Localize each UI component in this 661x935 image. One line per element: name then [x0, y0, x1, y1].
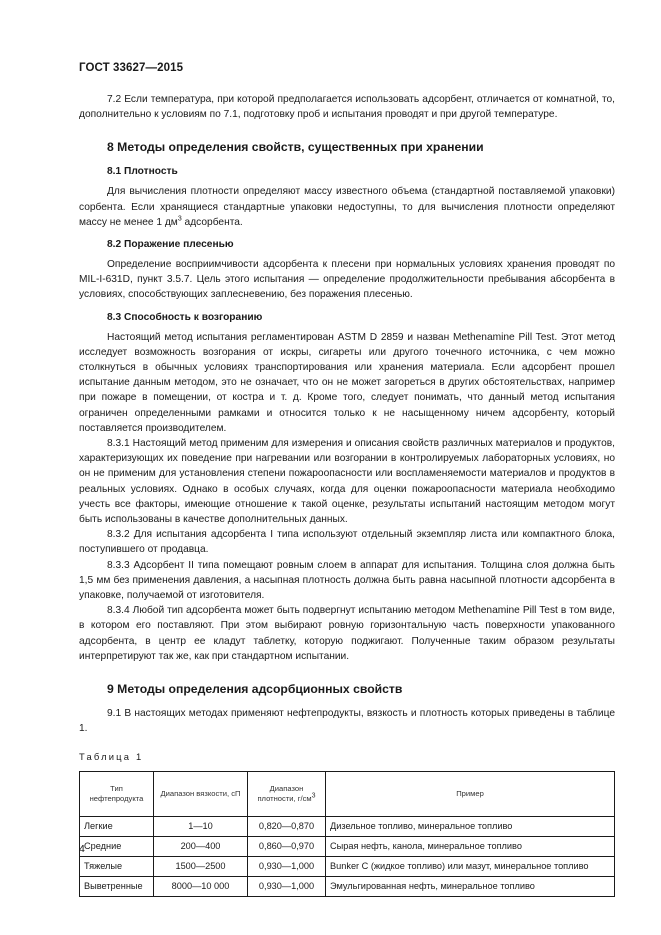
header-density — [248, 771, 326, 816]
paragraph-8-3-3: 8.3.3 Адсорбент II типа помещают ровным слоем в аппарат для испытания. Толщина слоя должна быть 1,5 мм без применения давления, а насыпная плотность должна быть равна насыпной плотности адсорбента в упаковке, получаемой от изготовителя. — [79, 559, 615, 602]
table-header-row — [80, 771, 615, 816]
header-viscosity: Диапазон вязкости, сП — [154, 771, 248, 816]
header-type: Тип нефтепродукта — [80, 771, 154, 816]
cell-viscosity: 8000—10 000 — [154, 876, 248, 896]
header-density-sup: 3 — [311, 791, 316, 799]
cell-example: Bunker C (жидкое топливо) или мазут, минеральное топливо — [326, 856, 615, 876]
cell-viscosity: 200—400 — [154, 836, 248, 856]
paragraph-8-3: Настоящий метод испытания регламентирован ASTM D 2859 и назван Methenamine Pill Test. Этот метод исследует возможность возгорания от искры, сигареты или другого точечного источника, с чем можно столкнуться в обычных условиях транспортирования или хранения материала. Если адсорбент прошел испытание данным методом, это не означает, что он не может загореться в других обстоятельствах, например при пожаре в помещении, от костра и т. д. Кроме того, следует понимать, что данный метод испытания ограничен определенными рамками и относится только к не насыщенному ничем адсорбенту, который поставляется производителем. — [79, 331, 615, 434]
cell-example: Эмульгированная нефть, минеральное топливо — [326, 876, 615, 896]
section-8-1-heading: 8.1 Плотность — [107, 166, 178, 178]
cubic-superscript: 3 — [177, 215, 182, 223]
table-row — [80, 836, 615, 856]
table-row — [80, 856, 615, 876]
page-content — [79, 92, 615, 897]
paragraph-9-1: 9.1 В настоящих методах применяют нефтепродукты, вязкость и плотность которых приведены в таблице 1. — [79, 708, 615, 735]
paragraph-8-3-4: 8.3.4 Любой тип адсорбента может быть подвергнут испытанию методом Methenamine Pill Test в том виде, в котором его поставляют. При этом выбирают ровную горизонтальную часть поверхности упакованного адсорбента, в центр ее кладут таблетку, которую поджигают. Полученные таким образом результаты интерпретируют так же, как при стандартном испытании. — [79, 605, 615, 662]
cell-density: 0,820—0,870 — [248, 816, 326, 836]
cell-type: Выветренные — [80, 876, 154, 896]
paragraph-8-3-1: 8.3.1 Настоящий метод применим для измерения и описания свойств различных материалов и продуктов, характеризующих их поведение при нагревании или возгорании в контролируемых лабораторных условиях, но он не применим для установления степени пожароопасности или воспламеняемости материалов и продуктов в реальных условиях. Однако в особых случаях, когда для оценки пожароопасности материала необходимо учесть все факторы, имеющие отношение к такой оценке, результаты испытаний настоящим методом могут быть использованы в качестве дополнительных данных. — [79, 438, 615, 526]
paragraph-8-1 — [79, 184, 615, 230]
cell-density: 0,860—0,970 — [248, 836, 326, 856]
paragraph-8-2: Определение восприимчивости адсорбента к плесени при нормальных условиях хранения проводят по MIL-I-631D, пункт 3.5.7. Цель этого испытания — определение продолжительности пребывания абсорбента в условиях, способствующих заплесневению, без поражения плесенью. — [79, 259, 615, 301]
paragraph-8-1-tail: адсорбента. — [181, 216, 243, 228]
cell-viscosity: 1—10 — [154, 816, 248, 836]
header-example: Пример — [326, 771, 615, 816]
cell-example: Сырая нефть, канола, минеральное топливо — [326, 836, 615, 856]
cell-type: Легкие — [80, 816, 154, 836]
section-8-heading: 8 Методы определения свойств, существенных при хранении — [107, 140, 484, 155]
oil-products-table — [79, 771, 615, 897]
standard-header: ГОСТ 33627—2015 — [79, 62, 184, 74]
header-density-text: Диапазон плотности, г/см — [257, 783, 312, 803]
paragraph-7-2: 7.2 Если температура, при которой предполагается использовать адсорбент, отличается от комнатной, то, дополнительно к условиям по 7.1, подготовку проб и испытания проводят и при другой температуре. — [79, 94, 615, 121]
cell-example: Дизельное топливо, минеральное топливо — [326, 816, 615, 836]
paragraph-8-3-2: 8.3.2 Для испытания адсорбента I типа используют отдельный экземпляр листа или компактного блока, поступившего от продавца. — [79, 529, 615, 556]
page-number: 4 — [79, 843, 85, 855]
cell-density: 0,930—1,000 — [248, 876, 326, 896]
cell-type: Средние — [80, 836, 154, 856]
table-row — [80, 816, 615, 836]
table-caption: Таблица 1 — [79, 750, 144, 762]
table-row — [80, 876, 615, 896]
section-8-3-heading: 8.3 Способность к возгоранию — [107, 311, 263, 323]
section-8-2-heading: 8.2 Поражение плесенью — [107, 239, 234, 251]
cell-density: 0,930—1,000 — [248, 856, 326, 876]
section-9-heading: 9 Методы определения адсорбционных свойств — [107, 682, 403, 697]
cell-viscosity: 1500—2500 — [154, 856, 248, 876]
cell-type: Тяжелые — [80, 856, 154, 876]
paragraph-8-1-text: Для вычисления плотности определяют массу известного объема (стандартной поставляемой упаковки) сорбента. Если хранящиеся стандартные упаковки недоступны, то для вычисления плотности определяют массу не менее 1 дм — [79, 186, 615, 228]
